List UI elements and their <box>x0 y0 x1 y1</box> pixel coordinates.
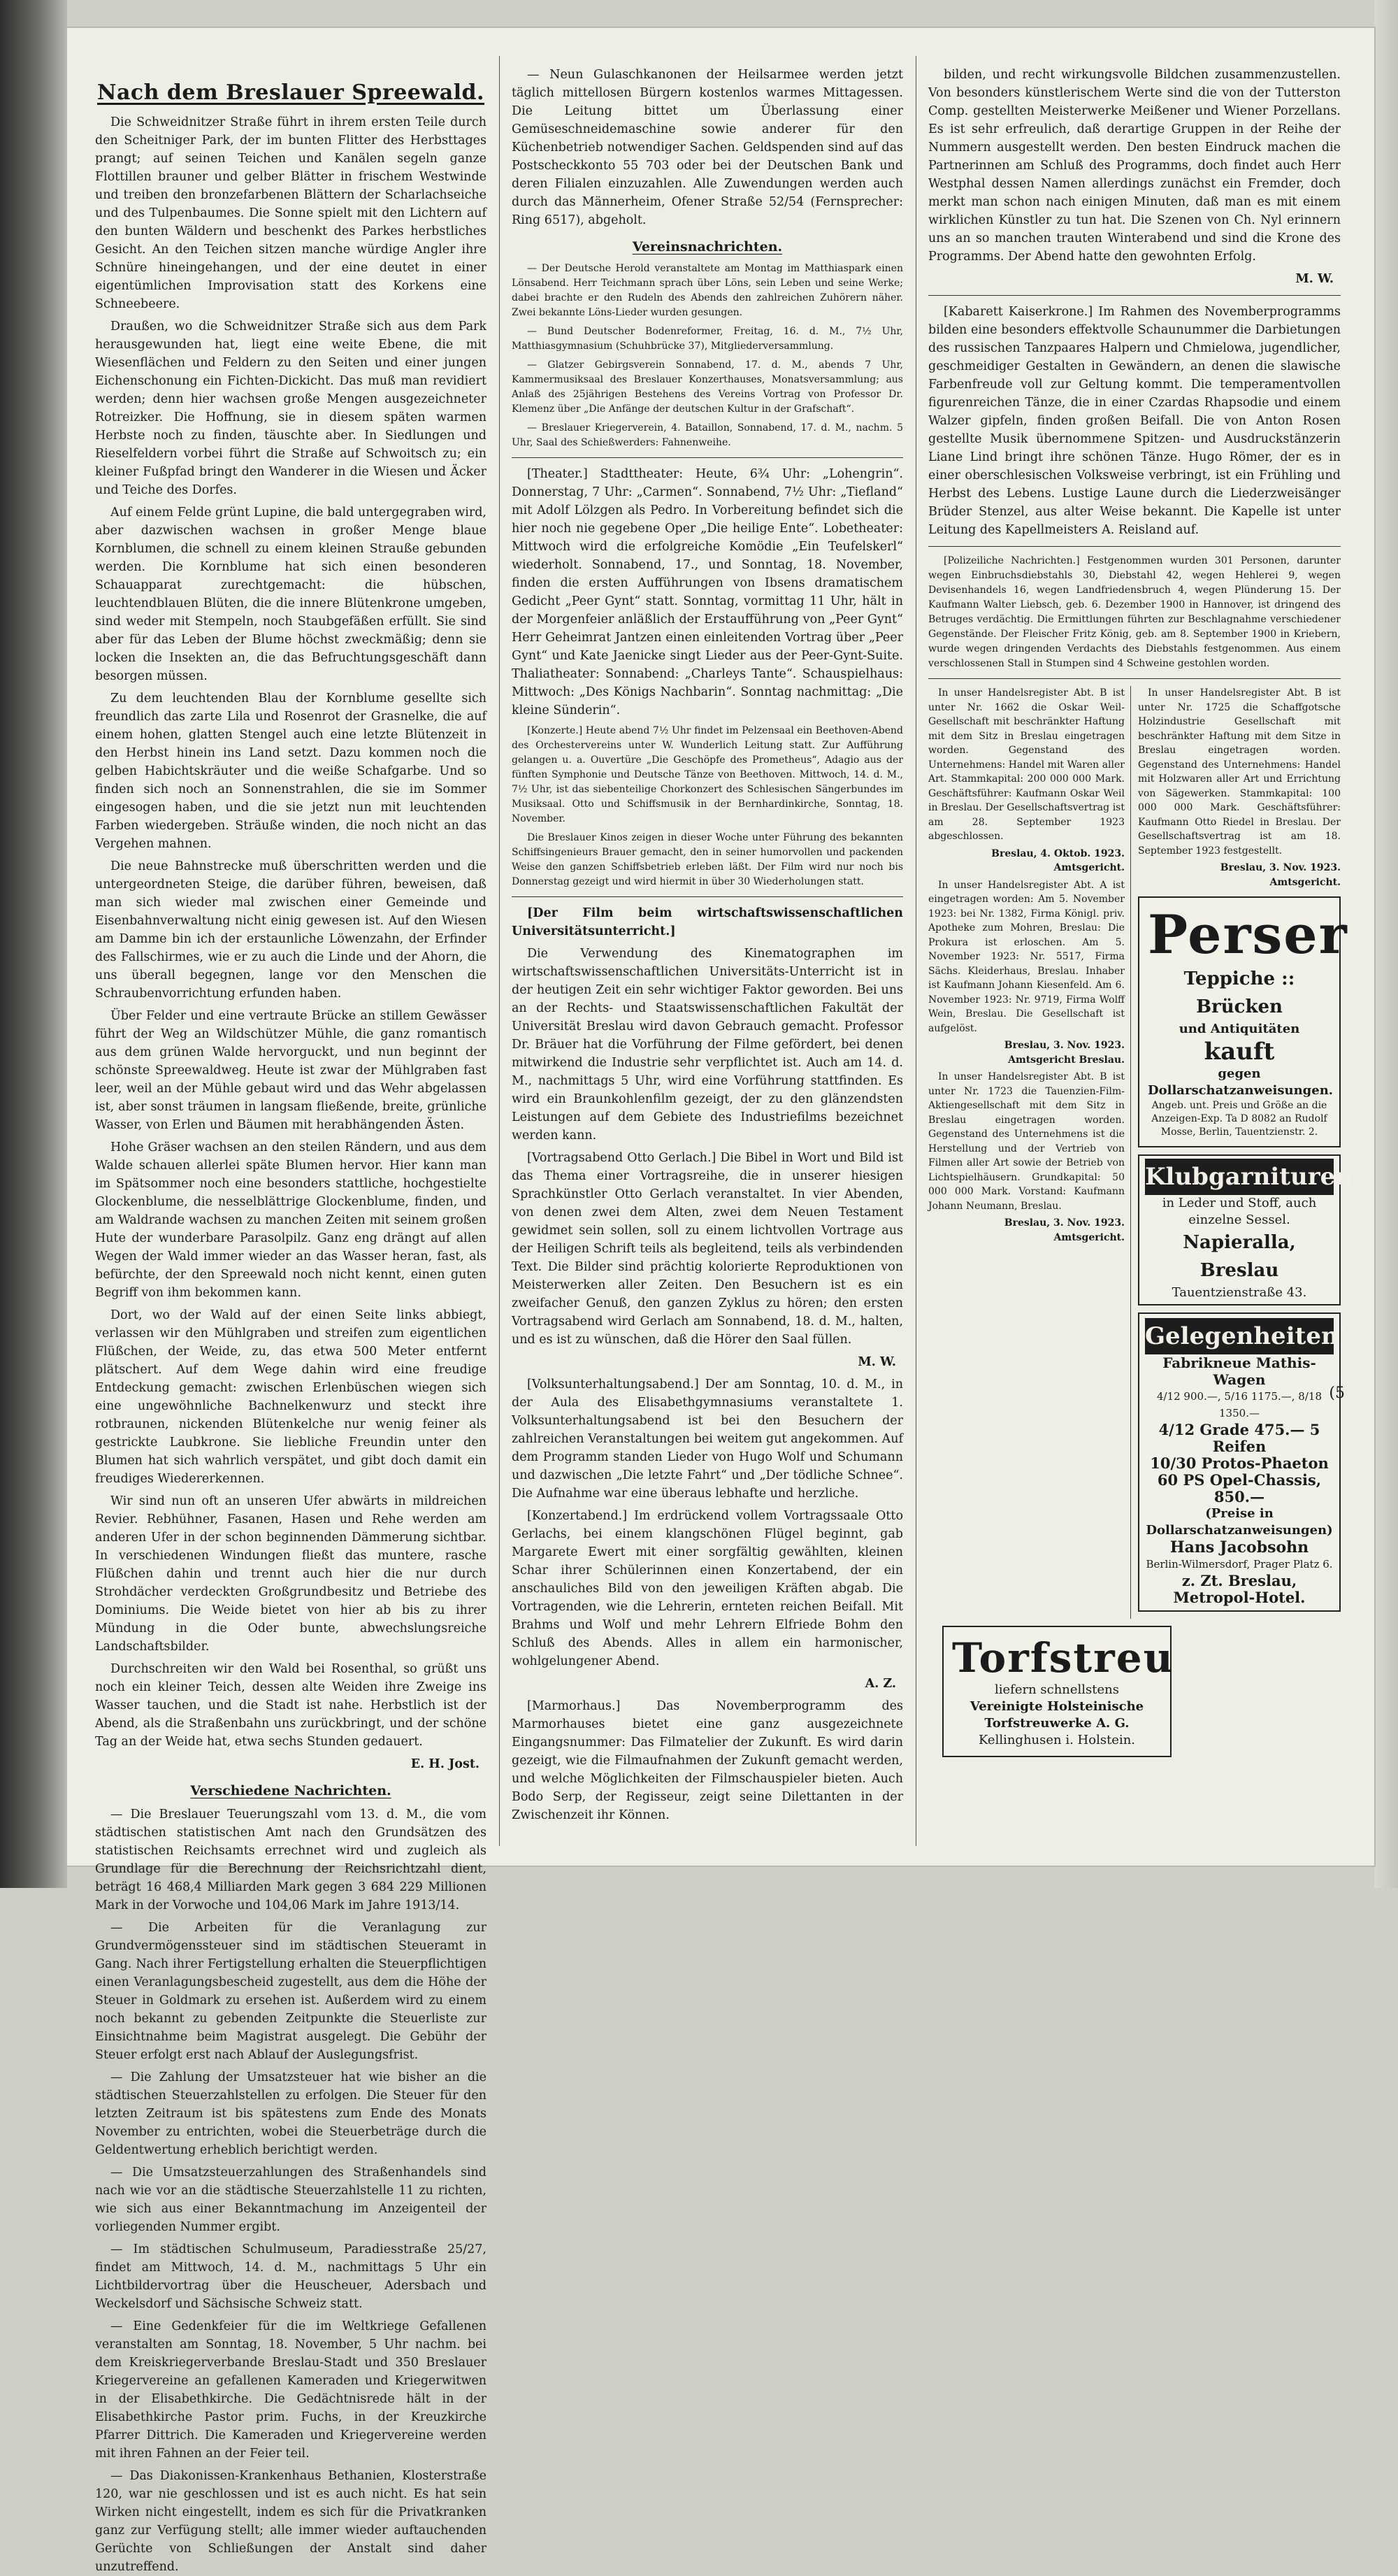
concert-signature: A. Z. <box>865 1677 896 1691</box>
ad-klub-line: Tauentzienstraße 43. <box>1172 1285 1307 1300</box>
ad-klub-line: in Leder und Stoff, auch einzelne Sessel. <box>1162 1196 1317 1227</box>
ad-gel-line: Fabrikneue Mathis-Wagen <box>1162 1354 1316 1388</box>
film-short-notice: Die Breslauer Kinos zeigen in dieser Woche unter Führung des bekannten Schiffsingenieurs Brauer gemacht, den in seiner humorvollen und packenden Weise den ganzen Schiffsbetrieb erleben läßt. Der Film wird nur noch bis Donnerstag gezeigt und wird hiermit in über 30 Wiederholungen statt. <box>512 832 903 887</box>
article-paragraph: Zu dem leuchtenden Blau der Kornblume gesellte sich freundlich das zarte Lila und Rosenrot der Grasnelke, die auf einem hohen, glatten Stengel auch eine letzte Blütenzeit in den Herbst hinein ins Land setzt. Dazu kommen noch die gelben Habichtskräuter und die weiße Schafgarbe. Und so finden sich noch an Sonnenstrahlen, die sie im Sommer eingesogen haben, und die sie jetzt nun mit leuchtenden Farben wiedergeben. Sträuße winden, die noch nicht an das Vergehen mahnen. <box>95 692 487 851</box>
ad-gel-line: 10/30 Protos-Phaeton <box>1150 1454 1329 1472</box>
news-item: — Die Breslauer Teuerungszahl vom 13. d. M., die vom städtischen statistischen Amt nach den Grundsätzen des statistischen Reichsamts errechnet wird und zugleich als Grundlage für die Berechnung der Reichsrichtzahl dient, beträgt 16 468,4 Milliarden Mark gegen 3 684 229 Millionen Mark in der Vorwoche und 104,06 Mark im Jahre 1913/14. <box>95 1808 487 1912</box>
film-notice: Die Verwendung des Kinematographen im wirtschaftswissenschaftlichen Universitäts-Unterricht ist in der heutigen Zeit ein sehr wichtiger Faktor geworden. Bei uns an der Rechts- und Staatswissenschaftlichen Fakultät der Universität Breslau wird davon Gebrauch gemacht. Professor Dr. Bräuer hat die Vorführung der Filme gefördert, bei denen mitwirkend die Industrie sehr verpflichtet ist. Auch am 14. d. M., nachmittags 5 Uhr, wird eine Vorführung stattfinden. Es wird ein Braunkohlenfilm gezeigt, der zu den glänzendsten Leistungen auf dem Gebiete des Industriefilms bezeichnet werden kann. <box>512 947 903 1143</box>
variety-signature: M. W. <box>1295 272 1334 286</box>
separator-rule <box>512 896 903 897</box>
club-notice: — Bund Deutscher Bodenreformer, Freitag, 16. d. M., 7½ Uhr, Matthiasgymnasium (Schuhbrücke 37), Mitgliederversammlung. <box>512 326 903 352</box>
theater-notice: [Theater.] Stadttheater: Heute, 6¾ Uhr: „Lohengrin“. Donnerstag, 7 Uhr: „Carmen“. Sonnabend, 7½ Uhr: „Tiefland“ mit Adolf Lölzgen als Pedro. In Vorbereitung befindet sich die hier noch nie gegebene Oper „Die heilige Ente“. Lobetheater: Mittwoch wird die erfolgreiche Komödie „Ein Teufelskerl“ wiederholt. Sonnabend, 17., und Sonntag, 18. November, finden die ersten Aufführungen von Ibsens dramatischem Gedicht „Peer Gynt“ statt. Sonntag, vormittag 11 Uhr, hält in der Morgenfeier anläßlich der Erstaufführung von „Peer Gynt“ Herr Geheimrat Jantzen einen einleitenden Vortrag über „Peer Gynt“ und Kate Jaenicke singt Lieder aus der Peer-Gynt-Suite. Thaliatheater: Sonnabend: „Charleys Tante“. Schauspielhaus: Mittwoch: „Des Königs Nachbarin“. Sonntag nachmittag: „Die kleine Sünderin“. <box>512 467 903 717</box>
separator-rule <box>512 457 903 458</box>
ad-perser <box>1138 896 1348 1147</box>
separator-rule <box>928 295 1341 296</box>
ad-klub-title: Klubgarnituren <box>1145 1159 1334 1195</box>
section-title-news: Verschiedene Nachrichten. <box>190 1783 391 1798</box>
ad-gel-line: z. Zt. Breslau, Metropol-Hotel. <box>1173 1572 1306 1606</box>
ad-perser-line: Angeb. unt. Preis und Größe an die Anzeigen-Exp. Ta D 8082 an Rudolf Mosse, Berlin, Tauentzienstr. 2. <box>1151 1100 1327 1138</box>
article-paragraph: Dort, wo der Wald auf der einen Seite links abbiegt, verlassen wir den Mühlgraben und streifen zum eigentlichen Flüßchen, der Weide, zu, das etwa 500 Meter entfernt plätschert. Auf dem Wege dahin wird eine freudige Entdeckung gemacht: zwischen Erlenbüschen wiegen sich eine ungewöhnliche Bachnelkenwurz und steckt ihre rotbraunen, nickenden Blütenkelche nur wenig feiner als gestrickte Laubkrone. Sie liebliche Freundin unter den Blumen hat sich wahrlich verspätet, und gibt doch damit ein freudiges Wiedererkennen. <box>95 1308 487 1486</box>
concert-notice: [Konzerte.] Heute abend 7½ Uhr findet im Pelzensaal ein Beethoven-Abend des Orchestervereins unter W. Wunderlich Leitung statt. Zur Aufführung gelangen u. a. Ouvertüre „Die Geschöpfe des Prometheus“, Adagio aus der fünften Symphonie und Deutsche Tänze von Beethoven. Mittwoch, 14. d. M., 7½ Uhr, ist das siebenteilige Chorkonzert des Schlesischen Sängerbundes im Musiksaal. Otto und Schiffsmusik in der Bernhardinkirche, Sonntag, 18. November. <box>512 725 903 824</box>
ad-perser-line: kauft <box>1204 1038 1275 1066</box>
newspaper-page <box>67 28 1374 2574</box>
register-date: Breslau, 3. Nov. 1923. Amtsgericht Breslau. <box>1004 1040 1125 1066</box>
article-paragraph: Auf einem Felde grünt Lupine, die bald untergegraben wird, aber dazwischen wachsen in großer Menge blaue Kornblumen, die schnell zu einem kleinen Strauße gebunden werden. Die Kornblume hat sich einen besonderen Schauapparat zurechtgemacht: die hübschen, leuchtendblauen Blüten, die die innere Blütenkrone umgeben, sind weder mit Stempeln, noch Staubgefäßen erfüllt. Sie sind aber für das Leben der Blume höchst zweckmäßig; denn sie locken die Insekten an, die das Befruchtungsgeschäft dann besorgen müssen. <box>95 506 487 683</box>
lecture-signature: M. W. <box>858 1355 896 1369</box>
register-notice: In unser Handelsregister Abt. B ist unter Nr. 1723 die Tauenzien-Film-Aktiengesellschaft mit dem Sitz in Breslau eingetragen worden. Gegenstand des Unternehmens ist die Herstellung und der Vertrieb von Filmen aller Art sowie der Betrieb von Lichtspielhäusern. Grundkapital: 50 000 000 Mark. Vorstand: Kaufmann Johann Neumann, Breslau. <box>928 1071 1125 1212</box>
ad-torf-line: Kellinghusen i. Holstein. <box>978 1733 1136 1747</box>
column-2 <box>512 56 903 1846</box>
register-notice: In unser Handelsregister Abt. B ist unter Nr. 1725 die Schaffgotsche Holzindustrie Gesellschaft mit beschränkter Haftung mit dem Sitze in Breslau eingetragen worden. Gegenstand des Unternehmens: Handel mit Holzwaren aller Art und Errichtung von Sägewerken. Stammkapital: 100 000 000 Mark. Geschäftsführer: Kaufmann Otto Riedel in Breslau. Der Gesellschaftsvertrag ist am 18. September 1923 festgestellt. <box>1138 687 1341 857</box>
ad-gel-line: 4/12 Grade 475.— 5 Reifen <box>1158 1421 1320 1455</box>
news-item: — Neun Gulaschkanonen der Heilsarmee werden jetzt täglich mittellosen Bürgern kostenlos warmes Mittagessen. Die Leitung bittet um Überlassung einer Gemüseschneidemaschine sowie anderer für den Küchenbetrieb notwendiger Sachen. Geldspenden sind auf das Postscheckkonto 55 703 oder bei der Deutschen Bank und deren Filialen einzuzahlen. Alle Zuwendungen werden auch durch das Männerheim, Ofener Straße 52/54 (Fernsprecher: Ring 6517), abgeholt. <box>512 68 903 227</box>
article-paragraph: Hohe Gräser wachsen an den steilen Rändern, und aus dem Walde schauen allerlei späte Blumen hervor. Hier kann man im Spätsommer noch eine besonders stattliche, hochgestielte Glockenblume, die nesselblättrige Glockenblume, finden, und am Waldrande wachsen zu manchen Zeiten mit seinem großen Hute der wunderbare Parasolpilz. Ganz eng drängt auf allen Wegen der Wald immer wieder an das Wasser heran, fast, als befürchte, der den Spreewald noch nicht kennt, einen guten Begriff von ihm bekommen kann. <box>95 1140 487 1300</box>
ad-torf-title: Torfstreu <box>952 1634 1174 1682</box>
police-report: [Polizeiliche Nachrichten.] Festgenommen wurden 301 Personen, darunter wegen Einbruchsdiebstahls 30, Diebstahl 42, wegen Hehlerei 9, wegen Devisenhandels 16, wegen Landfriedensbruch 4, wegen Plünderung 15. Der Kaufmann Walter Liebsch, geb. 6. Dezember 1900 in Hannover, ist dringend des Betruges verdächtig. Die Ermittlungen führten zur Beschlagnahme verschiedener Gegenstände. Der Fleischer Fritz König, geb. am 8. September 1900 in Kriebern, wurde wegen dringenden Verdachts des Diebstahls festgenommen. Aus einem verschlossenen Stall in Stumpen sind 4 Schweine gestohlen worden. <box>928 555 1341 669</box>
ad-klub-line: Napieralla, Breslau <box>1183 1232 1296 1281</box>
classifieds-area <box>928 686 1353 1619</box>
news-item: — Im städtischen Schulmuseum, Paradiesstraße 25/27, findet am Mittwoch, 14. d. M., nachmittags 5 Uhr ein Lichtbildervortrag über die Heuscheuer, Adersbach und Weckelsdorf und Sächsische Schweiz statt. <box>95 2242 487 2311</box>
register-date: Breslau, 3. Nov. 1923. Amtsgericht. <box>1220 862 1341 888</box>
separator-rule <box>928 678 1341 679</box>
ad-torf-line: Vereinigte Holsteinische Torfstreuwerke A. G. <box>970 1699 1144 1731</box>
ad-perser-line: Teppiche :: Brücken <box>1183 968 1295 1017</box>
ad-gel-line: 60 PS Opel-Chassis, 850.— <box>1157 1471 1322 1505</box>
variety-review: bilden, und recht wirkungsvolle Bildchen zusammenzustellen. Von besonders künstlerischem Werte sind die von der Tutterston Comp. gestellten Meisterwerke Meißener und Wiener Porzellans. Es ist sehr erfreulich, daß derartige Gruppen in der Reihe der Nummern ausgestellt werden. Den besten Eindruck machen die Partnerinnen am Schluß des Programms, doch findet auch Herr Westphal dessen Namen allerdings zunächst ein Fremder, doch merkt man schon nach einigen Minuten, daß man es mit einem wirklichen Künstler zu tun hat. Die Szenen von Ch. Nyl erinnern uns an so manchen trauten Winterabend und sind die Krone des Programms. Der Abend hatte den gewohnten Erfolg. <box>928 68 1341 264</box>
column-1 <box>95 56 487 2574</box>
marmorhaus-notice: [Marmorhaus.] Das Novemberprogramm des Marmorhauses bietet eine ganz ausgezeichnete Eingangsnummer: Das Filmatelier der Zukunft. Es wird darin gezeigt, wie die Filmaufnahmen der Zukunft gemacht werden, und welche Möglichkeiten der Filmschauspieler bieten. Auch Bodo Serp, der Regisseur, zeigt seine Dilettanten in der Zwischenzeit ihr Können. <box>512 1699 903 1822</box>
ad-gel-line: (Preise in Dollarschatzanweisungen) <box>1146 1506 1333 1538</box>
ad-gel-line: Hans Jacobsohn <box>1169 1538 1309 1557</box>
ad-gel-line: 4/12 900.—, 5/16 1175.—, 8/18 1350.— <box>1156 1390 1322 1419</box>
article-paragraph: Durchschreiten wir den Wald bei Rosenthal, so grüßt uns noch ein kleiner Teich, dessen alte Weiden ihre Zweige ins Wasser tauchen, und die Stadt ist nahe. Herbstlich ist der Abend, als die Straßenbahn uns zurückbringt, und der schöne Tag an der Weide hat, etwa sechs Stunden gedauert. <box>95 1662 487 1749</box>
register-notices-left <box>928 686 1131 1619</box>
column-3 <box>928 56 1353 1846</box>
news-item: — Das Diakonissen-Krankenhaus Bethanien, Klosterstraße 120, war nie geschlossen und ist es auch nicht. Es hat sein Wirken nicht eingestellt, indem es sich für die Privatkranken ganz zur Verfügung stellt; alle immer wieder auftauchenden Gerüchte von Schließungen der Anstalt sind daher unzutreffend. <box>95 2469 487 2574</box>
concert-evening-notice: [Konzertabend.] Im erdrückend vollem Vortragssaale Otto Gerlachs, bei einem klangschönen Flügel beginnt, gab Margarete Ewert mit einer sorgfältig gewählten, kleinen Schar ihrer Schülerinnen einen Konzertabend, der ein anschauliches Bild von den jeweiligen Kräften abgab. Die Vortragenden, wie die Lehrerin, ernteten reichen Beifall. Mit Brahms und Wolf und mehr Lehrern Elfriede Bohm den Schluß des Abends. Alles in allem ein harmonischer, wohlgelungener Abend. <box>512 1509 903 1668</box>
club-notice: — Der Deutsche Herold veranstaltete am Montag im Matthiaspark einen Lönsabend. Herr Teichmann sprach über Löns, sein Leben und seine Werke; dabei brachte er den Rudeln des Abends den zahlreichen Zuhörern näher. Zwei bekannte Löns-Lieder wurden gesungen. <box>512 263 903 318</box>
article-signature: E. H. Jost. <box>410 1757 480 1771</box>
column-divider <box>499 56 500 1846</box>
register-notice: In unser Handelsregister Abt. A ist eingetragen worden: Am 5. November 1923: bei Nr. 1382, Firma Königl. priv. Apotheke zum Mohren, Breslau: Die Prokura ist erloschen. Am 5. November 1923: Nr. 5517, Firma Sächs. Kleiderhaus, Breslau. Inhaber ist Kaufmann Johann Kiesenfeld. Am 6. November 1923: Nr. 9719, Firma Wolff Wein, Breslau. Die Gesellschaft ist aufgelöst. <box>928 879 1125 1034</box>
separator-rule <box>928 546 1341 547</box>
article-paragraph: Draußen, wo die Schweidnitzer Straße sich aus dem Park herausgewunden hat, liegt eine weite Ebene, die mit Wiesenflächen und Feldern zu den Seiten und einer jungen Eichenschonung ein Fichten-Dickicht. Das muß man revidiert werden; denn hier wachsen große Mengen ausgezeichneter Rotreizker. Die Hoffnung, sie in diesem späten warmen Herbste noch zu finden, täuschte aber. In Siedlungen und Rieselfeldern vorbei führt die Straße auf Schwoitsch zu; ein kleiner Fußpfad bringt den Wanderer in die Wiesen und Äcker und Teiche des Dorfes. <box>95 320 487 497</box>
ad-gelegenheiten <box>1138 1312 1349 1612</box>
folk-evening-notice: [Volksunterhaltungsabend.] Der am Sonntag, 10. d. M., in der Aula des Elisabethgymnasiums veranstaltete 1. Volksunterhaltungsabend ist bei den Besuchern der zahlreichen Veranstaltungen bei weitem gut angekommen. Auf dem Programm standen Lieder von Hugo Wolf und Schumann und dazwischen „Die letzte Fahrt“ und „Der tödliche Schnee“. Die Aufnahme war eine überaus lebhafte und herzliche. <box>512 1378 903 1501</box>
ad-gel-line: Berlin-Wilmersdorf, Prager Platz 6. <box>1146 1558 1333 1570</box>
page-number: (5 <box>1329 1384 1345 1402</box>
ad-perser-title: Perser <box>1148 903 1348 966</box>
lecture-notice: [Vortragsabend Otto Gerlach.] Die Bibel in Wort und Bild ist das Thema einer Vortragsreihe, die in unserer hiesigen Sprachkünstler Otto Gerlach veranstaltet. In vier Abenden, von denen zwei dem Alten, zwei dem Neuen Testament gewidmet sein sollen, soll zu einem lichtvollen Vortrage aus der Heiligen Schrift teils als begleitend, teils als verbindenden Text. Die Bilder sind prächtig kolorierte Reproduktionen von Meisterwerken aller Zeiten. Den Besuchern ist es ein zweifacher Genuß, den ganzen Zyklus zu hören; den ersten Vortragsabend wird Gerlach am Sonnabend, 18. d. M., halten, und es ist zu wünschen, daß die Hörer den Saal füllen. <box>512 1151 903 1347</box>
register-notice: In unser Handelsregister Abt. B ist unter Nr. 1662 die Oskar Weil-Gesellschaft mit beschränkter Haftung mit dem Sitz in Breslau eingetragen worden. Gegenstand des Unternehmens: Handel mit Waren aller Art. Stammkapital: 200 000 000 Mark. Geschäftsführer: Kaufmann Oskar Weil in Breslau. Der Gesellschaftsvertrag ist am 28. September 1923 abgeschlossen. <box>928 687 1125 842</box>
ad-torfstreu <box>942 1626 1172 1757</box>
ad-perser-line: gegen Dollarschatzanweisungen. <box>1148 1066 1334 1098</box>
club-notice: — Glatzer Gebirgsverein Sonnabend, 17. d. M., abends 7 Uhr, Kammermusiksaal des Breslauer Konzerthauses, Monatsversammlung; aus Anlaß des 25jährigen Bestehens des Vereins Vortrag von Professor Dr. Klemenz über „Die Anfänge der deutschen Kultur in der Grafschaft“. <box>512 359 903 415</box>
register-date: Breslau, 4. Oktob. 1923. Amtsgericht. <box>991 847 1125 873</box>
section-title-vereins: Vereinsnachrichten. <box>632 239 783 255</box>
ad-torf-line: liefern schnellstens <box>994 1682 1120 1697</box>
club-notice: — Breslauer Kriegerverein, 4. Bataillon, Sonnabend, 17. d. M., nachm. 5 Uhr, Saal des Schießwerders: Fahnenweihe. <box>512 422 903 448</box>
news-item: — Die Zahlung der Umsatzsteuer hat wie bisher an die städtischen Steuerzahlstellen zu erfolgen. Die Steuer für den letzten Zeitraum ist bis spätestens zum Ende des Monats November zu entrichten, wobei die Steuerbeträge durch die Geldentwertung erheblich berichtigt werden. <box>95 2070 487 2157</box>
page-right-edge <box>1374 0 1398 1888</box>
article-headline: Nach dem Breslauer Spreewald. <box>97 80 484 105</box>
article-paragraph: Wir sind nun oft an unseren Ufer abwärts in mildreichen Revier. Rebhühner, Fasanen, Hasen und Rehe werden am anderen Ufer in der schon beginnenden Dämmerung sichtbar. In verschiedenen Windungen fließt das muntere, rasche Flüßchen dahin und trennt auch hier die nur durch Strohdächer verdeckten Großgrundbesitz und Betriebe des Dominiums. Die Weide bietet von hier ab bis zu ihrer Mündung in die Oder bunte, abwechslungsreiche Landschaftsbilder. <box>95 1494 487 1654</box>
register-notices-right <box>1138 686 1341 889</box>
ad-gel-title: Gelegenheiten! <box>1145 1318 1334 1354</box>
article-paragraph: Über Felder und eine vertraute Brücke an stillem Gewässer führt der Weg an Wildschützer Mühle, die ganz romantisch aus dem grünen Walde hervorguckt, und nun beginnt der schönste Spreewaldweg. Heute ist zwar der Mühlgraben fast leer, weil an der Mühle gebaut wird und das Wehr abgelassen ist, aber sonst träumen in langsam fließende, breite, grünliche Wasser, von Erlen und Bäumen mit herabhängenden Ästen. <box>95 1009 487 1132</box>
news-item: — Die Umsatzsteuerzahlungen des Straßenhandels sind nach wie vor an die städtische Steuerzahlstelle 11 zu richten, wie sich aus einer Bekanntmachung im Anzeigenteil der vorliegenden Nummer ergibt. <box>95 2166 487 2234</box>
ad-perser-line: und Antiquitäten <box>1179 1022 1300 1036</box>
film-title: [Der Film beim wirtschaftswissenschaftlichen Universitätsunterricht.] <box>512 906 903 938</box>
register-date: Breslau, 3. Nov. 1923. Amtsgericht. <box>1004 1217 1125 1243</box>
book-spine-shadow <box>0 0 67 1888</box>
article-paragraph: Die Schweidnitzer Straße führt in ihrem ersten Teile durch den Scheitniger Park, der im bunten Flitter des Herbsttages prangt; auf seinen Teichen und Kanälen segeln ganze Flottillen brauner und gelber Blätter in frischem Westwinde und treiben den bronzefarbenen Blättern der Scharlachseiche und des Tulpenbaumes. Die Sonne spielt mit den Lichtern auf den bunten Wäldern und beschenkt des Parkes herbstliches Gesicht. An den Teichen sitzen manche würdige Angler ihre Schnüre hineingehangen, und der eine deutet in einer eigentümlichen Improvisation statt des Korkens eine Schneebeere. <box>95 115 487 311</box>
cabaret-review: [Kabarett Kaiserkrone.] Im Rahmen des Novemberprogramms bilden eine besonders effektvolle Schaunummer die Darbietungen des russischen Tanzpaares Halpern und Chmielowa, jugendlicher, geschmeidiger Gestalten in Gewändern, an denen die slawische Farbenfreude voll zur Geltung kommt. Die temperamentvollen figurenreichen Tänze, die in einer Czardas Rhapsodie und einem Walzer gipfeln, finden großen Beifall. Die von Anton Rosen gestellte Musik übernommene Spitzen- und Ausdruckstänzerin Liane Lind bringt ihre schönen Tänze. Hugo Römer, der es in einer oberschlesischen Volksweise verbringt, ist ein Frühling und Herbst des Lebens. Lustige Laune durch die Liederzweisänger Brüder Stenzel, aus alter Weise bekannt. Die Kapelle ist unter Leitung des Kapellmeisters A. Reisland auf. <box>928 305 1341 537</box>
news-item: — Eine Gedenkfeier für die im Weltkriege Gefallenen veranstalten am Sonntag, 18. November, 5 Uhr nachm. bei dem Kreiskriegerverbande Breslau-Stadt und 350 Breslauer Kriegervereine an gefallenen Kameraden und Kriegerwitwen in der Elisabethkirche. Die Gedächtnisrede hält in der Elisabethkirche Pastor prim. Fuchs, in der Kreuzkirche Pfarrer Dittrich. Die Kameraden und Kriegervereine werden mit ihren Fahnen an der Feier teil. <box>95 2319 487 2461</box>
news-item: — Die Arbeiten für die Veranlagung zur Grundvermögenssteuer sind im städtischen Steueramt in Gang. Nach ihrer Fertigstellung erhalten die Steuerpflichtigen einen Veranlagungsbescheid zugestellt, aus dem die Höhe der Steuer in Goldmark zu ersehen ist. Außerdem wird zu einem noch bekannt zu gebenden Zeitpunkte die Steuerliste zur Einsichtnahme beim Magistrat ausgelegt. Die Gebühr der Steuer erfolgt erst nach Ablauf der Auslegungsfrist. <box>95 1921 487 2062</box>
ad-klubgarnituren <box>1138 1154 1353 1305</box>
article-paragraph: Die neue Bahnstrecke muß überschritten werden und die untergeordneten Steige, die darüber führen, beweisen, daß man sich wieder mal zwischen einer Gemeinde und Eisenbahnverwaltung nicht einig gewesen ist. Auf den Wiesen am Damme bin ich der erstaunliche Löwenzahn, der Erfinder des Fallschirmes, wie er zu auch die Linde und der Ahorn, die uns überall begegnen, lange vor den Menschen die Schraubenvorrichtung erfunden haben. <box>95 859 487 1001</box>
ads-right <box>1138 686 1353 1619</box>
